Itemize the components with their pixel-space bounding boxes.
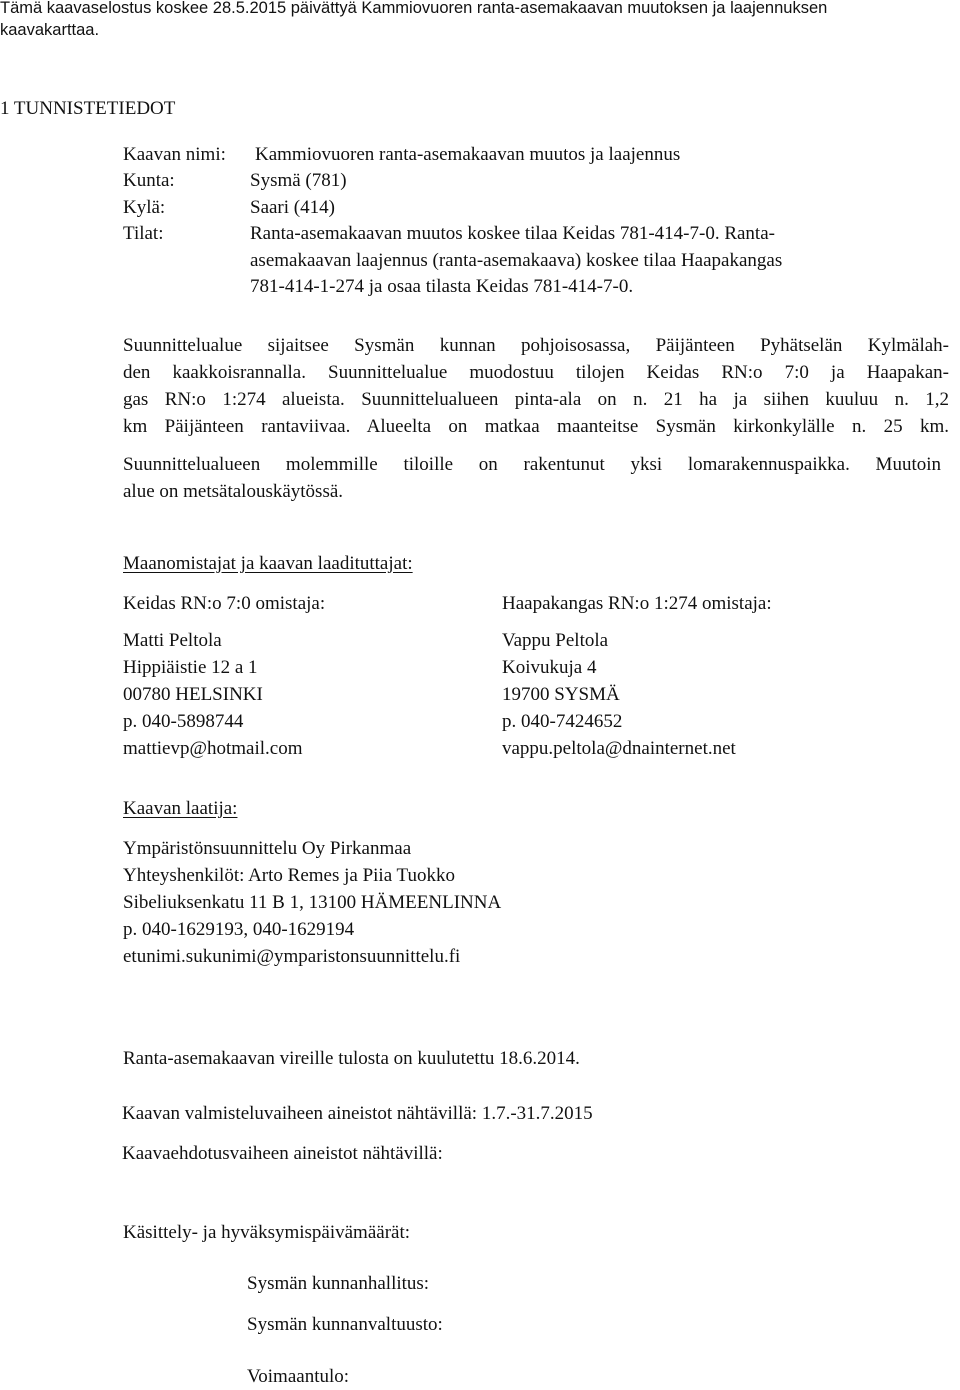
process-proposal: Kaavaehdotusvaiheen aineistot nähtävillä:	[122, 1143, 443, 1164]
plan-name-value: Kammiovuoren ranta-asemakaavan muutos ja laajennus	[255, 144, 681, 165]
description-p1-line: Suunnittelualue sijaitsee Sysmän kunnan pohjoisosassa, Päijänteen Pyhätselän Kylmälah-	[123, 335, 949, 356]
author-contacts: Yhteyshenkilöt: Arto Remes ja Piia Tuokko	[123, 865, 455, 886]
author-email: etunimi.sukunimi@ymparistonsuunnittelu.fi	[123, 946, 461, 967]
owner-left-email: mattievp@hotmail.com	[123, 738, 303, 759]
approvals-heading: Käsittely- ja hyväksymispäivämäärät:	[123, 1222, 411, 1243]
owner-right-block	[502, 590, 772, 762]
estates-label: Tilat:	[123, 223, 164, 244]
author-heading: Kaavan laatija:	[123, 798, 238, 819]
author-company: Ympäristönsuunnittelu Oy Pirkanmaa	[123, 838, 412, 859]
description-p1-line: km Päijänteen rantaviivaa. Alueelta on matkaa maanteitse Sysmän kirkonkylälle n. 25 km.	[123, 416, 949, 437]
author-address: Sibeliuksenkatu 11 B 1, 13100 HÄMEENLINNA	[123, 892, 502, 913]
owner-left-phone: p. 040-5898744	[123, 711, 244, 732]
description-p2-line: alue on metsätalouskäytössä.	[123, 481, 344, 502]
description-paragraph-2	[123, 451, 949, 505]
village-value: Saari (414)	[250, 197, 335, 218]
owner-left-block	[123, 590, 325, 762]
description-p1-line: gas RN:o 1:274 alueista. Suunnittelualueen pinta-ala on n. 21 ha ja siihen kuuluu n. 1,2	[123, 389, 949, 410]
owner-left-city: 00780 HELSINKI	[123, 684, 263, 705]
village-label: Kylä:	[123, 197, 166, 218]
process-draft: Kaavan valmisteluvaiheen aineistot nähtävillä: 1.7.-31.7.2015	[122, 1103, 593, 1124]
owner-right-title: Haapakangas RN:o 1:274 omistaja:	[502, 593, 772, 614]
owner-right-street: Koivukuja 4	[502, 657, 597, 678]
owner-right-name: Vappu Peltola	[502, 630, 609, 651]
author-block	[123, 835, 501, 970]
estates-line-2: asemakaavan laajennus (ranta-asemakaava) koskee tilaa Haapakangas	[250, 250, 783, 271]
description-p1-line: den kaakkoisrannalla. Suunnittelualue muodostuu tilojen Keidas RN:o 7:0 ja Haapakan-	[123, 362, 949, 383]
municipality-value: Sysmä (781)	[250, 170, 347, 191]
owner-right-email: vappu.peltola@dnainternet.net	[502, 738, 736, 759]
approval-council: Sysmän kunnanvaltuusto:	[247, 1314, 443, 1335]
author-phone: p. 040-1629193, 040-1629194	[123, 919, 355, 940]
owner-left-street: Hippiäistie 12 a 1	[123, 657, 258, 678]
plan-name-label: Kaavan nimi:	[123, 144, 226, 165]
owners-heading: Maanomistajat ja kaavan laadituttajat:	[123, 553, 413, 574]
header-note-line2: kaavakarttaa.	[0, 21, 100, 39]
owner-right-phone: p. 040-7424652	[502, 711, 623, 732]
approval-board: Sysmän kunnanhallitus:	[247, 1273, 430, 1294]
description-p2-line: Suunnittelualueen molemmille tiloille on rakentunut yksi lomarakennuspaikka. Muutoin	[123, 454, 941, 475]
municipality-label: Kunta:	[123, 170, 175, 191]
section-heading: 1 TUNNISTETIEDOT	[0, 98, 176, 119]
process-announced: Ranta-asemakaavan vireille tulosta on kuulutettu 18.6.2014.	[123, 1048, 580, 1069]
owner-left-title: Keidas RN:o 7:0 omistaja:	[123, 593, 326, 614]
estates-line-1: Ranta-asemakaavan muutos koskee tilaa Keidas 781-414-7-0. Ranta-	[250, 223, 775, 244]
description-paragraph-1	[123, 332, 949, 440]
header-note-line1: Tämä kaavaselostus koskee 28.5.2015 päivättyä Kammiovuoren ranta-asemakaavan muutoksen ja laajennuksen	[0, 0, 828, 17]
approval-effective: Voimaantulo:	[247, 1366, 350, 1387]
estates-line-3: 781-414-1-274 ja osaa tilasta Keidas 781-414-7-0.	[250, 276, 634, 297]
owner-left-name: Matti Peltola	[123, 630, 222, 651]
owner-right-city: 19700 SYSMÄ	[502, 684, 620, 705]
